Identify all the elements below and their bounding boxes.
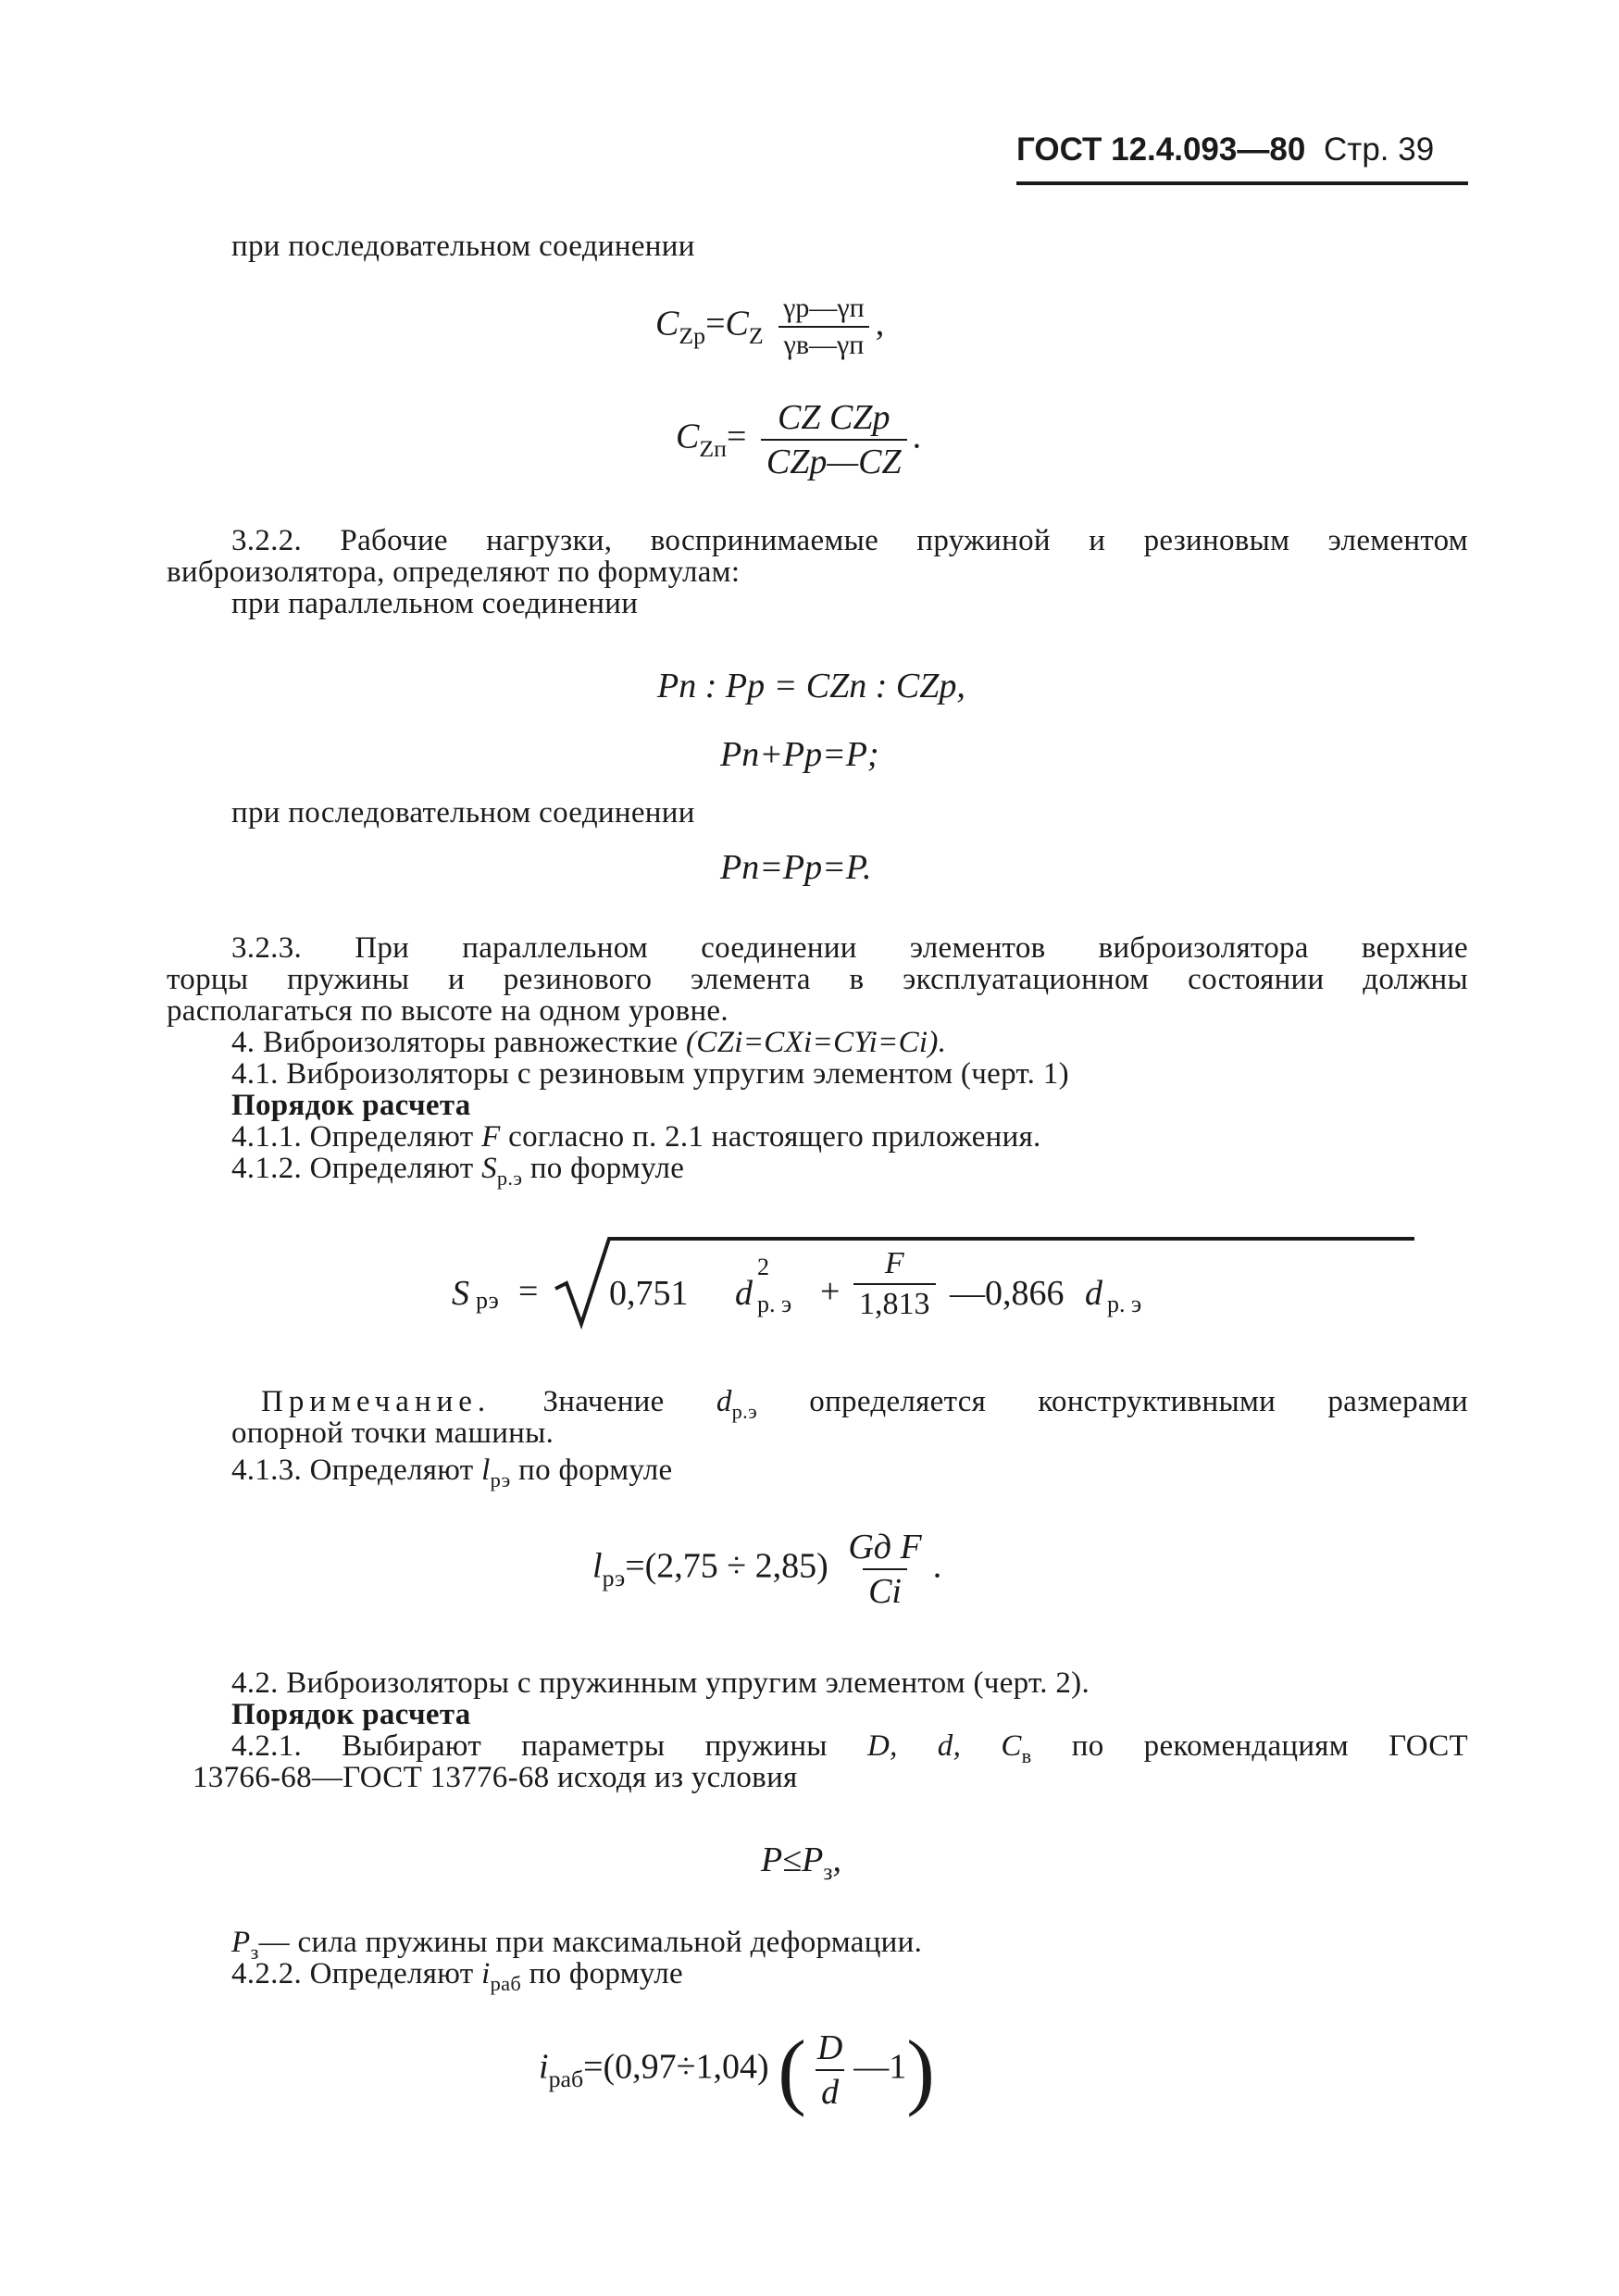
text-line: $P_з—$ сила пружины при максимальной деформации. (231, 1926, 923, 1964)
formula-s-re: S рэ = 0,751 d 2 р. э + $\frac{F}{1,813}$ —0,866 d р. э (452, 1231, 1192, 1333)
formula-load-ratio: Pп : Pр = CZп : CZр, (657, 667, 965, 705)
text-line: 4. Виброизоляторы равножесткие (CZi=CXi=CYi=Ci). (231, 1026, 947, 1059)
text-line: виброизолятора, определяют по формулам: (167, 555, 741, 589)
text-line: 4.2. Виброизоляторы с пружинным упругим элементом (черт. 2). (231, 1666, 1090, 1700)
formula-czp: $C_{Zп}=$ $\frac{\text{CZ CZр}}{\text{CZр—CZ}}$ . (676, 398, 922, 481)
text-line: 3.2.2. Рабочие нагрузки, воспринимаемые пружиной и резиновым элементом (231, 524, 1468, 557)
text-line: торцы пружины и резинового элемента в эксплуатационном состоянии должны (167, 963, 1468, 996)
text-line: 4.1.1. Определяют F согласно п. 2.1 настоящего приложения. (231, 1120, 1041, 1154)
text-line: 4.2.1. Выбирают параметры пружины D, d, $C_в$ по рекомендациям ГОСТ (231, 1729, 1468, 1767)
header-doc-number: ГОСТ 12.4.093—80 (1016, 131, 1306, 168)
text-line: 4.1.3. Определяют $l_{рэ}$ по формуле (231, 1454, 673, 1491)
text-line: при последовательном соединении (231, 230, 695, 263)
page-header (1016, 131, 1434, 168)
note-line: опорной точки машины. (231, 1416, 554, 1450)
text-line: 4.1. Виброизоляторы с резиновым упругим элементом (черт. 1) (231, 1057, 1069, 1091)
text-line: 13766-68—ГОСТ 13776-68 исходя из условия (193, 1761, 798, 1794)
formula-l-re: $l_{рэ}=(2,75 \div 2,85)$ $\frac{\text{Gд F}}{Ci}$ . (592, 1528, 942, 1611)
text-line: при последовательном соединении (231, 796, 695, 830)
header-page-number: Стр. 39 (1324, 131, 1435, 168)
formula-p-le-pz: $P\le P_з$, (761, 1841, 841, 1886)
section-heading: Порядок расчета (231, 1089, 471, 1122)
formula-i-rab: $i_{раб}=(0,97\div 1,04)$ ( $\frac{D}{d}$ —1) (539, 2023, 935, 2117)
formula-czr: $C_{Zр}=C_Z$ $\frac{\gamma р—\gamma п}{\gamma в—\gamma п}$ , (655, 293, 885, 360)
section-heading: Порядок расчета (231, 1698, 471, 1731)
formula-load-equal: Pп=Pр=P. (720, 848, 872, 887)
header-rule (1016, 181, 1468, 185)
text-line: 4.1.2. Определяют $S_{р.э}$ по формуле (231, 1152, 685, 1190)
text-line: располагаться по высоте на одном уровне. (167, 994, 729, 1028)
text-line: при параллельном соединении (231, 587, 639, 620)
note-line: Примечание. Значение $d_{р.э}$ определяется конструктивными размерами (261, 1385, 1468, 1423)
text-line: 4.2.2. Определяют $i_{раб}$ по формуле (231, 1957, 683, 1995)
formula-load-sum: Pп+Pр=P; (720, 735, 879, 774)
text-line: 3.2.3. При параллельном соединении элементов виброизолятора верхние (231, 931, 1468, 965)
